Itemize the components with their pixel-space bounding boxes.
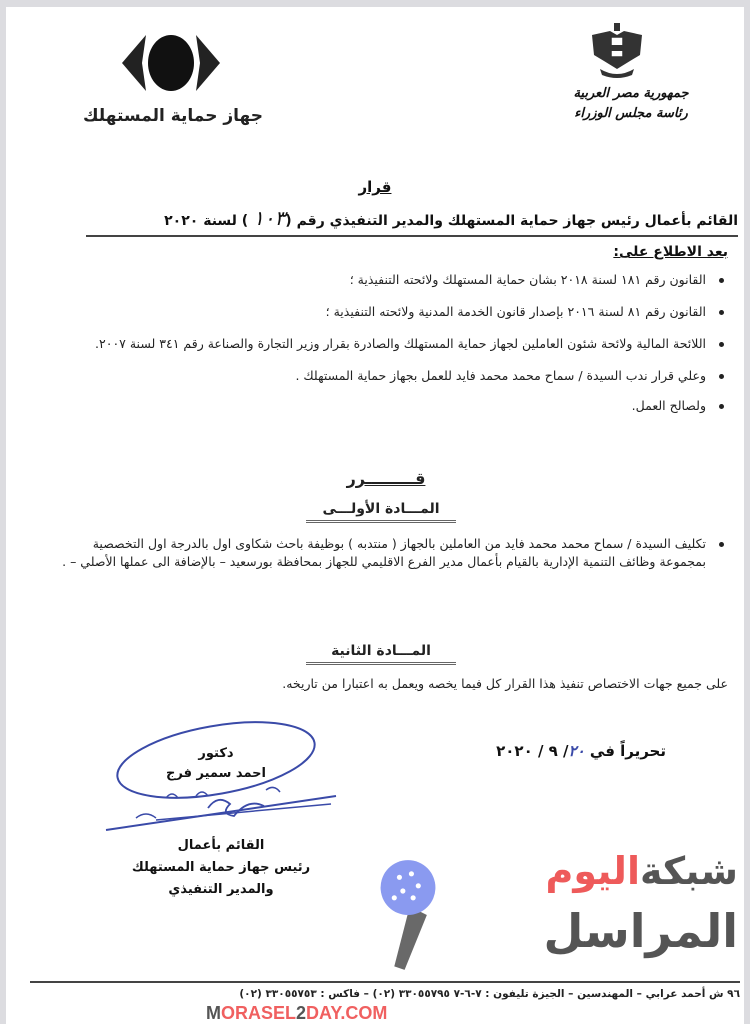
watermark-line1-gray: شبكة	[639, 849, 738, 893]
signatory-title-line3: والمدير التنفيذي	[168, 882, 274, 897]
footer-divider	[30, 981, 740, 983]
article-1-list	[52, 535, 728, 571]
date-rest: / ٩ / ٢٠٢٠	[496, 742, 569, 760]
preamble-item: ولصالح العمل.	[52, 397, 728, 415]
date-prefix: تحريراً في	[589, 742, 666, 760]
article-1-title: المـــادة الأولـــى	[306, 499, 456, 523]
gov-line-republic: جمهورية مصر العربية	[573, 86, 689, 101]
watermark-line2: المراسل	[543, 904, 738, 958]
agency-eye-logo	[116, 27, 226, 99]
microphone-icon	[374, 855, 454, 975]
watermark-url-part: DAY.COM	[306, 1003, 388, 1023]
signatory-title-line2: رئيس جهاز حماية المستهلك	[131, 860, 311, 875]
article-2-text: على جميع جهات الاختصاص تنفيذ هذا القرار كل فيما يخصه ويعمل به اعتبارا من تاريخه.	[282, 676, 728, 691]
preamble-item: اللائحة المالية ولائحة شئون العاملين لجهاز حماية المستهلك والصادرة بقرار وزير التجارة والصناعة رقم ٣٤١ لسنة ٢٠٠٧.	[52, 335, 728, 353]
signatory-name: احمد سمير فرج	[166, 766, 266, 781]
footer-address-contact: ٩٦ ش أحمد عرابي – المهندسين – الجيزة تليفون : ٧-٦-٧ ٣٣٠٥٥٧٩٥ (٠٢) – فاكس : ٣٣٠٥٥٧٥٣ (٠٢)	[239, 988, 740, 1000]
watermark-url-part: ORASEL	[221, 1003, 297, 1023]
preamble-list	[52, 271, 728, 415]
article-2-title: المـــادة الثانية	[306, 641, 456, 665]
document-heading: قرار	[358, 178, 392, 196]
subtitle-suffix: ) لسنة ٢٠٢٠	[164, 213, 249, 229]
decided-label: قـــــــــرر	[346, 469, 426, 488]
preamble-item: القانون رقم ٨١ لسنة ٢٠١٦ بإصدار قانون الخدمة المدنية ولائحته التنفيذية ؛	[52, 303, 728, 321]
preamble-item: القانون رقم ١٨١ لسنة ٢٠١٨ بشان حماية المستهلك ولائحته التنفيذية ؛	[52, 271, 728, 289]
watermark-url-part: M	[206, 1003, 221, 1023]
subtitle-prefix: القائم بأعمال رئيس جهاز حماية المستهلك والمدير التنفيذي رقم (	[285, 213, 738, 229]
preamble-label: بعد الاطلاع على:	[613, 244, 728, 260]
signatory-title-line1: القائم بأعمال	[177, 838, 265, 853]
gov-line-cabinet: رئاسة مجلس الوزراء	[574, 106, 688, 121]
watermark-line1	[545, 849, 738, 893]
watermark-url	[206, 1003, 387, 1023]
article-1-item: تكليف السيدة / سماح محمد محمد فايد من العاملين بالجهاز ( منتدبه ) بوظيفة باحث شكاوى اول بالدرجة اول التخصصية بمجموعة وظائف التنمية الإدارية بالقيام بأعمال مدير الفرع الاقليمي للجهاز بمحافظة بورسعيد – بالإضافة الى عملها الأصلي – .	[52, 535, 728, 571]
signatory-honorific: دكتور	[198, 746, 234, 761]
watermark-line1-red: اليوم	[545, 849, 640, 893]
issue-date	[426, 741, 666, 761]
document-subtitle	[86, 205, 738, 237]
date-day-handwritten: ٢٠	[568, 742, 585, 760]
watermark-url-part: 2	[296, 1003, 307, 1023]
document-page	[6, 7, 744, 1024]
decision-number: ١٠٣	[253, 206, 286, 230]
agency-name-logo-text: جهاز حماية المستهلك	[82, 106, 264, 126]
preamble-item: وعلي قرار ندب السيدة / سماح محمد محمد فايد للعمل بجهاز حماية المستهلك .	[52, 367, 728, 385]
site-watermark	[368, 845, 744, 977]
egypt-eagle-emblem-icon	[588, 21, 646, 81]
